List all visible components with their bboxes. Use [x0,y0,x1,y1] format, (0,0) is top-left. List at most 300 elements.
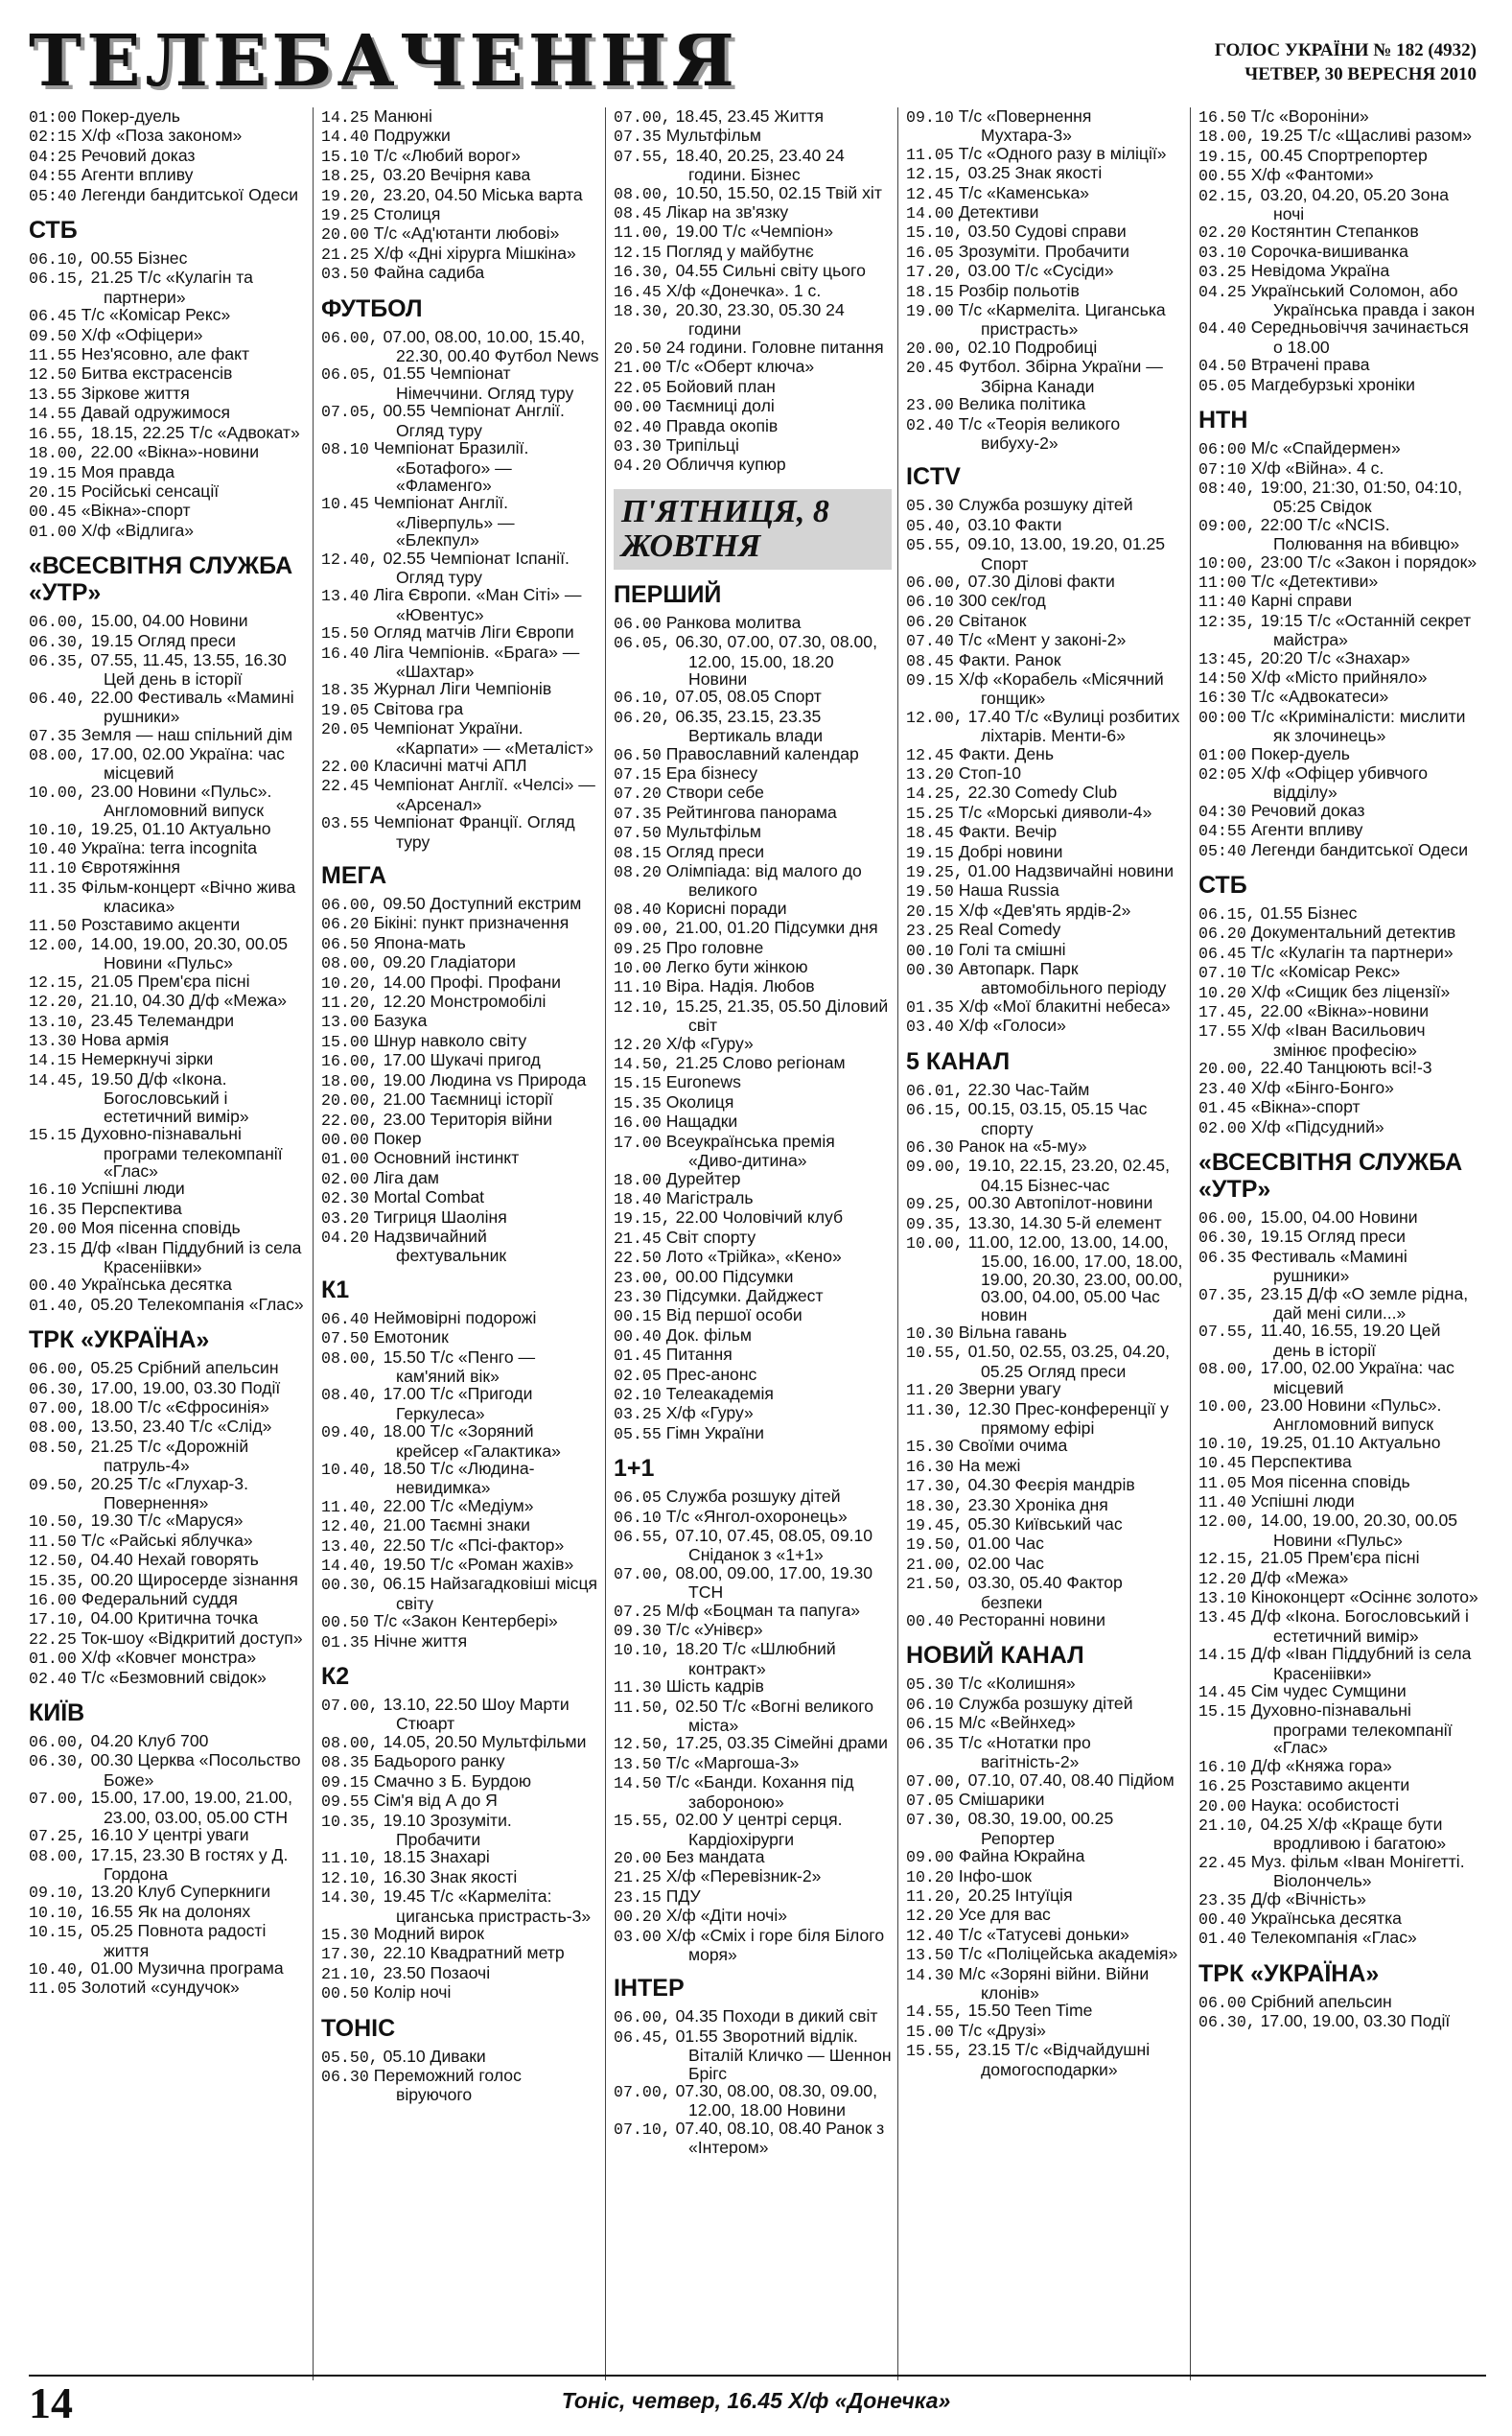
program-time: 14.25 [321,108,369,127]
program-entry [29,858,307,878]
program-entry [906,804,1184,823]
program-title: Телекомпанія «Глас» [1250,1928,1417,1948]
program-title: Зрозуміти. Пробачити [958,241,1129,261]
program-time: 15.10 [321,147,369,166]
program-entry [614,1754,892,1773]
program-time: 15.00 [321,1032,369,1051]
program-entry [29,935,307,972]
program-title: 21.00 Таємниці історії [383,1089,553,1110]
program-time: 12.20, [29,993,86,1012]
day-heading: П'ЯТНИЦЯ, 8 ЖОВТНЯ [614,489,892,570]
program-title: Середньовіччя зачинається о 18.00 [1250,317,1469,357]
program-title: Добрі новини [958,841,1063,861]
program-entry [321,680,599,699]
program-title: Успішні люди [81,1179,185,1199]
program-title: 03.30, 05.40 Фактор безпеки [967,1573,1123,1612]
program-entry [614,203,892,223]
program-time: 04:55 [1198,822,1246,841]
program-title: Х/ф «Гуру» [665,1033,754,1053]
program-entry [614,1424,892,1443]
program-title: 03.10 Факти [967,514,1062,534]
program-time: 02.30 [321,1189,369,1208]
program-title: Від першої особи [665,1305,803,1325]
program-time: 03.25 [1198,263,1246,282]
program-time: 16.55, [29,424,86,443]
program-title: Правда окопів [665,415,779,435]
program-title: Російські сенсації [81,480,220,501]
program-title: Mortal Combat [373,1187,485,1207]
program-time: 00.15 [614,1307,662,1326]
program-time: 06.10, [29,250,86,269]
program-entry [1198,1021,1481,1059]
program-time: 16.45 [614,282,662,301]
program-entry [614,262,892,281]
program-title: 23.00 Територія війни [383,1109,553,1129]
program-title: Х/ф «Гуру» [665,1403,754,1423]
program-title: 07.40, 08.10, 08.40 Ранок з «Інтером» [675,2118,885,2158]
program-time: 10.00, [906,1233,964,1253]
program-entry [1198,924,1481,943]
program-entry [29,1276,307,1295]
program-time: 09.00 [906,1848,954,1867]
program-entry [906,1323,1184,1343]
program-title: 17.00 Т/с «Пригоди Геркулеса» [383,1384,533,1423]
program-time: 07.00, [614,2082,671,2101]
program-entry [1198,1569,1481,1588]
program-time: 06.30 [321,2067,369,2086]
program-entry [321,1848,599,1867]
program-entry [29,632,307,651]
program-title: Х/ф «Підсудний» [1250,1116,1384,1136]
program-time: 12.15, [29,972,86,992]
program-title: 21.00 Таємні знаки [383,1515,530,1535]
channel-heading: СТБ [29,217,78,245]
program-time: 20.00 [1198,1796,1246,1815]
program-entry [1198,1208,1481,1228]
program-title: Олімпіада: від малого до великого [665,861,862,901]
program-title: Т/с «Детективи» [1250,571,1379,591]
program-time: 20.00 [614,1848,662,1867]
program-entry [906,223,1184,242]
program-title: Фільм-концерт «Вічно жива класика» [81,877,296,917]
program-entry [906,1945,1184,1964]
program-time: 06.10 [906,593,954,612]
program-entry [1198,963,1481,982]
program-entry [614,939,892,958]
column-divider [1190,107,1191,2380]
program-time: 07.25, [29,1827,86,1846]
program-time: 13.45 [1198,1608,1246,1628]
program-time: 07.10 [1198,964,1246,983]
program-title: 19.25, 01.10 Актуально [1260,1432,1441,1452]
program-entry [906,997,1184,1017]
program-entry [321,402,599,439]
program-entry [321,439,599,494]
program-title: 21.05 Прем'єра пісні [1260,1548,1420,1568]
program-entry [906,301,1184,339]
program-time: 18.25, [321,167,379,186]
program-time: 19.15, [614,1209,671,1229]
program-entry [1198,1453,1481,1472]
program-entry [1198,1701,1481,1756]
program-entry [614,1385,892,1404]
program-title: 17.00 Шукачі пригод [383,1050,541,1070]
program-entry [29,1219,307,1238]
program-entry [1198,1396,1481,1434]
program-title: Бікіні: пункт призначення [373,913,570,933]
program-time: 13.10, [29,1012,86,1031]
program-entry [1198,1682,1481,1701]
program-entry [1198,243,1481,262]
program-title: 07.10, 07.40, 08.40 Підйом [967,1769,1175,1790]
program-entry [321,1149,599,1168]
program-title: 18.20 Т/с «Шлюбний контракт» [675,1639,836,1678]
program-time: 11.00, [614,223,671,243]
program-time: 06:00 [1198,440,1246,459]
program-entry [1198,262,1481,281]
program-title: Т/с «Кулагін та партнери» [1250,942,1454,962]
program-entry [906,1194,1184,1213]
program-entry [29,1359,307,1378]
program-title: 22.00 Т/с «Медіум» [383,1495,534,1515]
program-title: Т/с «Нотатки про вагітність-2» [958,1732,1091,1772]
program-title: 00.30 Церква «Посольство Боже» [90,1750,301,1790]
program-title: 19.15 Огляд преси [90,630,236,650]
program-time: 19.50, [906,1535,964,1555]
program-time: 06.00, [906,573,964,592]
program-entry [1198,649,1481,668]
program-time: 06.20, [614,708,671,727]
program-title: Д/ф «Межа» [1250,1567,1349,1587]
program-entry [29,1789,307,1826]
program-entry [321,1812,599,1849]
program-title: Факти. Ранок [958,649,1061,669]
program-entry [906,1867,1184,1886]
program-title: Велика політика [958,394,1086,414]
program-time: 15.30 [321,1925,369,1944]
program-time: 14.55, [906,2003,964,2022]
program-title: 04.00 Критична точка [90,1608,259,1628]
program-entry [906,1810,1184,1847]
program-time: 11.35 [29,878,77,898]
program-title: Карні справи [1250,591,1353,611]
program-entry [321,2048,599,2067]
program-title: 15.50 Т/с «Пенго — кам'яний вік» [383,1347,536,1386]
program-title: Моя пісенна сповідь [81,1218,241,1238]
program-title: 18.40, 20.25, 23.40 24 години. Бізнес [675,145,845,185]
program-title: Т/с «Кармеліта. Циганська пристрасть» [958,300,1166,340]
program-title: 00.15, 03.15, 05.15 Час спорту [967,1099,1148,1138]
program-title: 16.10 У центрі уваги [90,1825,249,1845]
program-title: Нічне життя [373,1630,468,1651]
program-title: 20:20 Т/с «Знахар» [1260,647,1410,668]
program-entry [614,1621,892,1640]
program-title: 12.30 Прес-конференції у прямому ефірі [967,1398,1169,1438]
program-title: Базука [373,1011,428,1031]
program-time: 06.00, [1198,1208,1256,1228]
program-title: Т/с «Оберт ключа» [665,357,815,377]
program-entry [906,708,1184,745]
channel-heading: К1 [321,1276,350,1303]
program-title: Прес-анонс [665,1364,757,1384]
program-time: 12.45 [906,745,954,764]
program-title: 19.00 Т/с «Чемпіон» [675,222,833,242]
program-entry [906,670,1184,708]
program-title: 01.50, 02.55, 03.25, 04.20, 05.25 Огляд преси [967,1342,1170,1381]
program-entry [321,1130,599,1149]
program-entry [614,1734,892,1753]
program-entry [1198,1815,1481,1853]
program-time: 10.00, [29,783,86,802]
program-title: Х/ф «Поза законом» [81,126,243,146]
program-title: Речовий доказ [81,145,196,165]
program-time: 12.40, [321,1517,379,1536]
program-entry [321,623,599,643]
program-entry [29,306,307,325]
program-entry [321,1868,599,1887]
program-title: Успішні люди [1250,1491,1355,1511]
program-time: 20.00, [1198,1060,1256,1079]
program-entry [29,1669,307,1688]
program-entry [1198,1285,1481,1323]
program-title: 18.00 Т/с «Зоряний крейсер «Галактика» [383,1421,561,1461]
program-entry [321,993,599,1012]
program-time: 08.00, [1198,1360,1256,1379]
program-entry [614,436,892,456]
program-time: 21.45 [614,1229,662,1248]
program-time: 13.00 [321,1013,369,1032]
program-title: 21.25 Т/с «Кулагін та партнери» [90,268,253,307]
program-title: Федеральний суддя [81,1589,238,1609]
program-entry [29,107,307,127]
program-entry [1198,1079,1481,1098]
program-title: Духовно-пізнавальні програми телекомпанії «Глас» [1250,1700,1453,1758]
program-time: 12.10, [614,997,671,1017]
program-time: 22.00 [321,758,369,776]
program-entry [321,205,599,224]
program-title: 00.55 Бізнес [90,248,188,269]
program-time: 12.00, [906,708,964,727]
program-entry [29,1826,307,1845]
program-time: 12.15, [906,165,964,184]
program-title: Д/ф «Вічність» [1250,1888,1366,1909]
program-title: Муз. фільм «Іван Монігетті. Віолончель» [1250,1851,1465,1891]
program-time: 06.10, [614,689,671,708]
program-entry [1198,1796,1481,1815]
program-time: 11.50, [614,1698,671,1717]
program-time: 09.40, [321,1423,379,1442]
program-title: Підсумки. Дайджест [665,1285,824,1305]
program-title: Нащадки [665,1112,738,1132]
program-title: 07.30 Ділові факти [967,571,1115,591]
program-title: Т/с «Унівєр» [665,1620,763,1640]
program-title: Сорочка-вишиванка [1250,241,1408,261]
program-title: Д/ф «Іван Піддубний із села Красеніівки» [81,1237,302,1277]
program-time: 23.25 [906,922,954,941]
program-time: 21.00, [906,1555,964,1574]
program-entry [321,245,599,264]
program-title: 19.50 Д/ф «Ікона. Богословський і естетичний вимір» [90,1068,249,1126]
program-title: Смачно з Б. Бурдою [373,1770,532,1791]
program-time: 12.20 [906,1907,954,1926]
program-entry [321,1612,599,1631]
program-time: 11.05 [29,1979,77,1999]
program-title: Модний вирок [373,1923,484,1943]
program-entry [29,878,307,916]
program-time: 06.00 [614,614,662,633]
program-time: 14.40 [321,128,369,147]
program-title: Ток-шоу «Відкритий доступ» [81,1628,303,1648]
listing-column-4 [906,107,1184,2390]
program-title: Віра. Надія. Любов [665,976,815,996]
program-time: 23.35 [1198,1890,1246,1909]
program-entry [1198,1473,1481,1492]
program-time: 06.30, [1198,2013,1256,2032]
program-entry [614,688,892,707]
program-time: 12.50 [29,365,77,385]
program-title: Нез'ясовно, але факт [81,344,250,364]
program-entry [321,1733,599,1752]
program-title: Покер [373,1128,422,1148]
program-time: 10.45 [321,495,369,514]
program-time: 05.05 [1198,376,1246,395]
program-time: 02.10 [614,1385,662,1404]
program-title: «Вікна»-спорт [1250,1097,1361,1117]
program-time: 00.30 [906,961,954,980]
channel-heading: ТОНІС [321,2014,396,2042]
program-entry [906,1081,1184,1100]
program-title: Чемпіонат Бразилії. «Ботафого» — «Фламенго» [373,438,529,495]
program-time: 04.20 [614,457,662,476]
program-entry [906,516,1184,535]
program-entry [29,612,307,631]
program-title: 17.00, 19.00, 03.30 Події [1260,2011,1451,2031]
program-title: 05.25 Повнота радості життя [90,1921,267,1960]
program-title: Х/ф «Відлига» [81,520,195,540]
program-time: 10.00, [1198,1396,1256,1416]
program-time: 23.15 [614,1887,662,1907]
program-time: 09.10 [906,108,954,127]
program-time: 20.00 [29,1220,77,1239]
program-entry [321,1632,599,1651]
program-entry [1198,592,1481,611]
channel-heading: МЕГА [321,862,387,890]
program-time: 00.40 [29,1277,77,1296]
program-time: 23.00 [906,396,954,415]
program-time: 10.10, [614,1641,671,1660]
program-entry [906,902,1184,921]
program-entry [29,522,307,541]
program-title: Світ спорту [665,1227,756,1247]
program-entry [29,1629,307,1649]
program-entry [614,1306,892,1325]
program-title: Столиця [373,204,441,224]
program-entry [1198,1776,1481,1795]
program-entry [29,1438,307,1475]
program-entry [321,644,599,681]
program-time: 00.50 [321,1984,369,2003]
program-time: 18.00, [321,1071,379,1090]
program-entry [906,496,1184,515]
program-time: 00.10 [906,941,954,960]
program-entry [906,1343,1184,1380]
program-entry [1198,1511,1481,1549]
program-entry [1198,1228,1481,1247]
program-entry [29,839,307,858]
program-time: 02.20 [1198,223,1246,243]
program-title: На межі [958,1455,1021,1475]
program-time: 14:50 [1198,668,1246,688]
program-entry [29,443,307,462]
program-time: 08.15 [614,843,662,862]
program-title: ПДУ [665,1886,701,1906]
program-title: 22:00 Т/с «NCIS. Полювання на вбивцю» [1260,514,1460,554]
program-entry [614,147,892,184]
program-entry [29,1959,307,1979]
program-time: 06.00, [321,328,379,347]
program-title: Гімн України [665,1422,764,1442]
program-title: 18.15, 22.25 Т/с «Адвокат» [90,422,300,442]
program-entry [29,1751,307,1789]
program-entry [1198,1607,1481,1645]
program-title: Усе для вас [958,1905,1051,1925]
program-entry [906,1496,1184,1515]
program-entry [614,958,892,977]
program-time: 06.45, [614,2027,671,2047]
program-title: Т/с «Банди. Кохання під забороною» [665,1772,854,1812]
program-time: 17.20, [906,263,964,282]
program-time: 13.40, [321,1536,379,1556]
program-title: 04.55 Сильні світу цього [675,261,866,281]
program-title: Православний календар [665,743,859,763]
program-entry [321,1228,599,1265]
program-title: Телеакадемія [665,1383,774,1403]
program-title: 11.00, 12.00, 13.00, 14.00, 15.00, 16.00, 17.00, 18.00, 19.00, 20.30, 23.00, 00.00, 03.00, 04.00, 05.00 Час новин [967,1231,1183,1324]
program-time: 11.05 [906,145,954,164]
program-title: Т/с «Вороніни» [1250,107,1369,126]
program-entry [29,1475,307,1512]
program-title: 13.20 Клуб Суперкниги [90,1882,271,1902]
program-title: Х/ф «Фантоми» [1250,165,1374,185]
program-time: 00:00 [1198,708,1246,727]
program-title: 04.25 Х/ф «Краще бути вродливою і багатою» [1260,1814,1447,1854]
program-entry [321,973,599,993]
program-time: 15.50 [321,624,369,644]
program-entry [29,1239,307,1277]
program-time: 07.00, [29,1790,86,1809]
program-time: 04.25 [1198,282,1246,301]
program-entry [321,147,599,166]
program-time: 15.25 [906,804,954,823]
program-time: 08.00, [321,954,379,973]
program-time: 06.00, [29,1360,86,1379]
program-time: 05.40, [906,516,964,535]
program-title: 02.00 Час [967,1553,1044,1573]
program-entry [29,1571,307,1590]
program-title: 01.55 Зворотний відлік. Віталій Кличко — Шеннон Брігс [675,2026,892,2083]
program-time: 20.05 [321,720,369,739]
program-title: 15.00, 17.00, 19.00, 21.00, 23.00, 03.00, 05.00 СТН [90,1788,292,1827]
program-entry [1198,127,1481,146]
program-entry [1198,1853,1481,1890]
program-time: 18.30, [906,1496,964,1515]
program-title: Українська десятка [81,1275,232,1295]
program-entry [29,127,307,146]
program-entry [321,776,599,813]
program-title: 16.55 Як на долонях [90,1901,251,1921]
program-entry [1198,841,1481,860]
program-time: 11.30 [614,1678,662,1698]
